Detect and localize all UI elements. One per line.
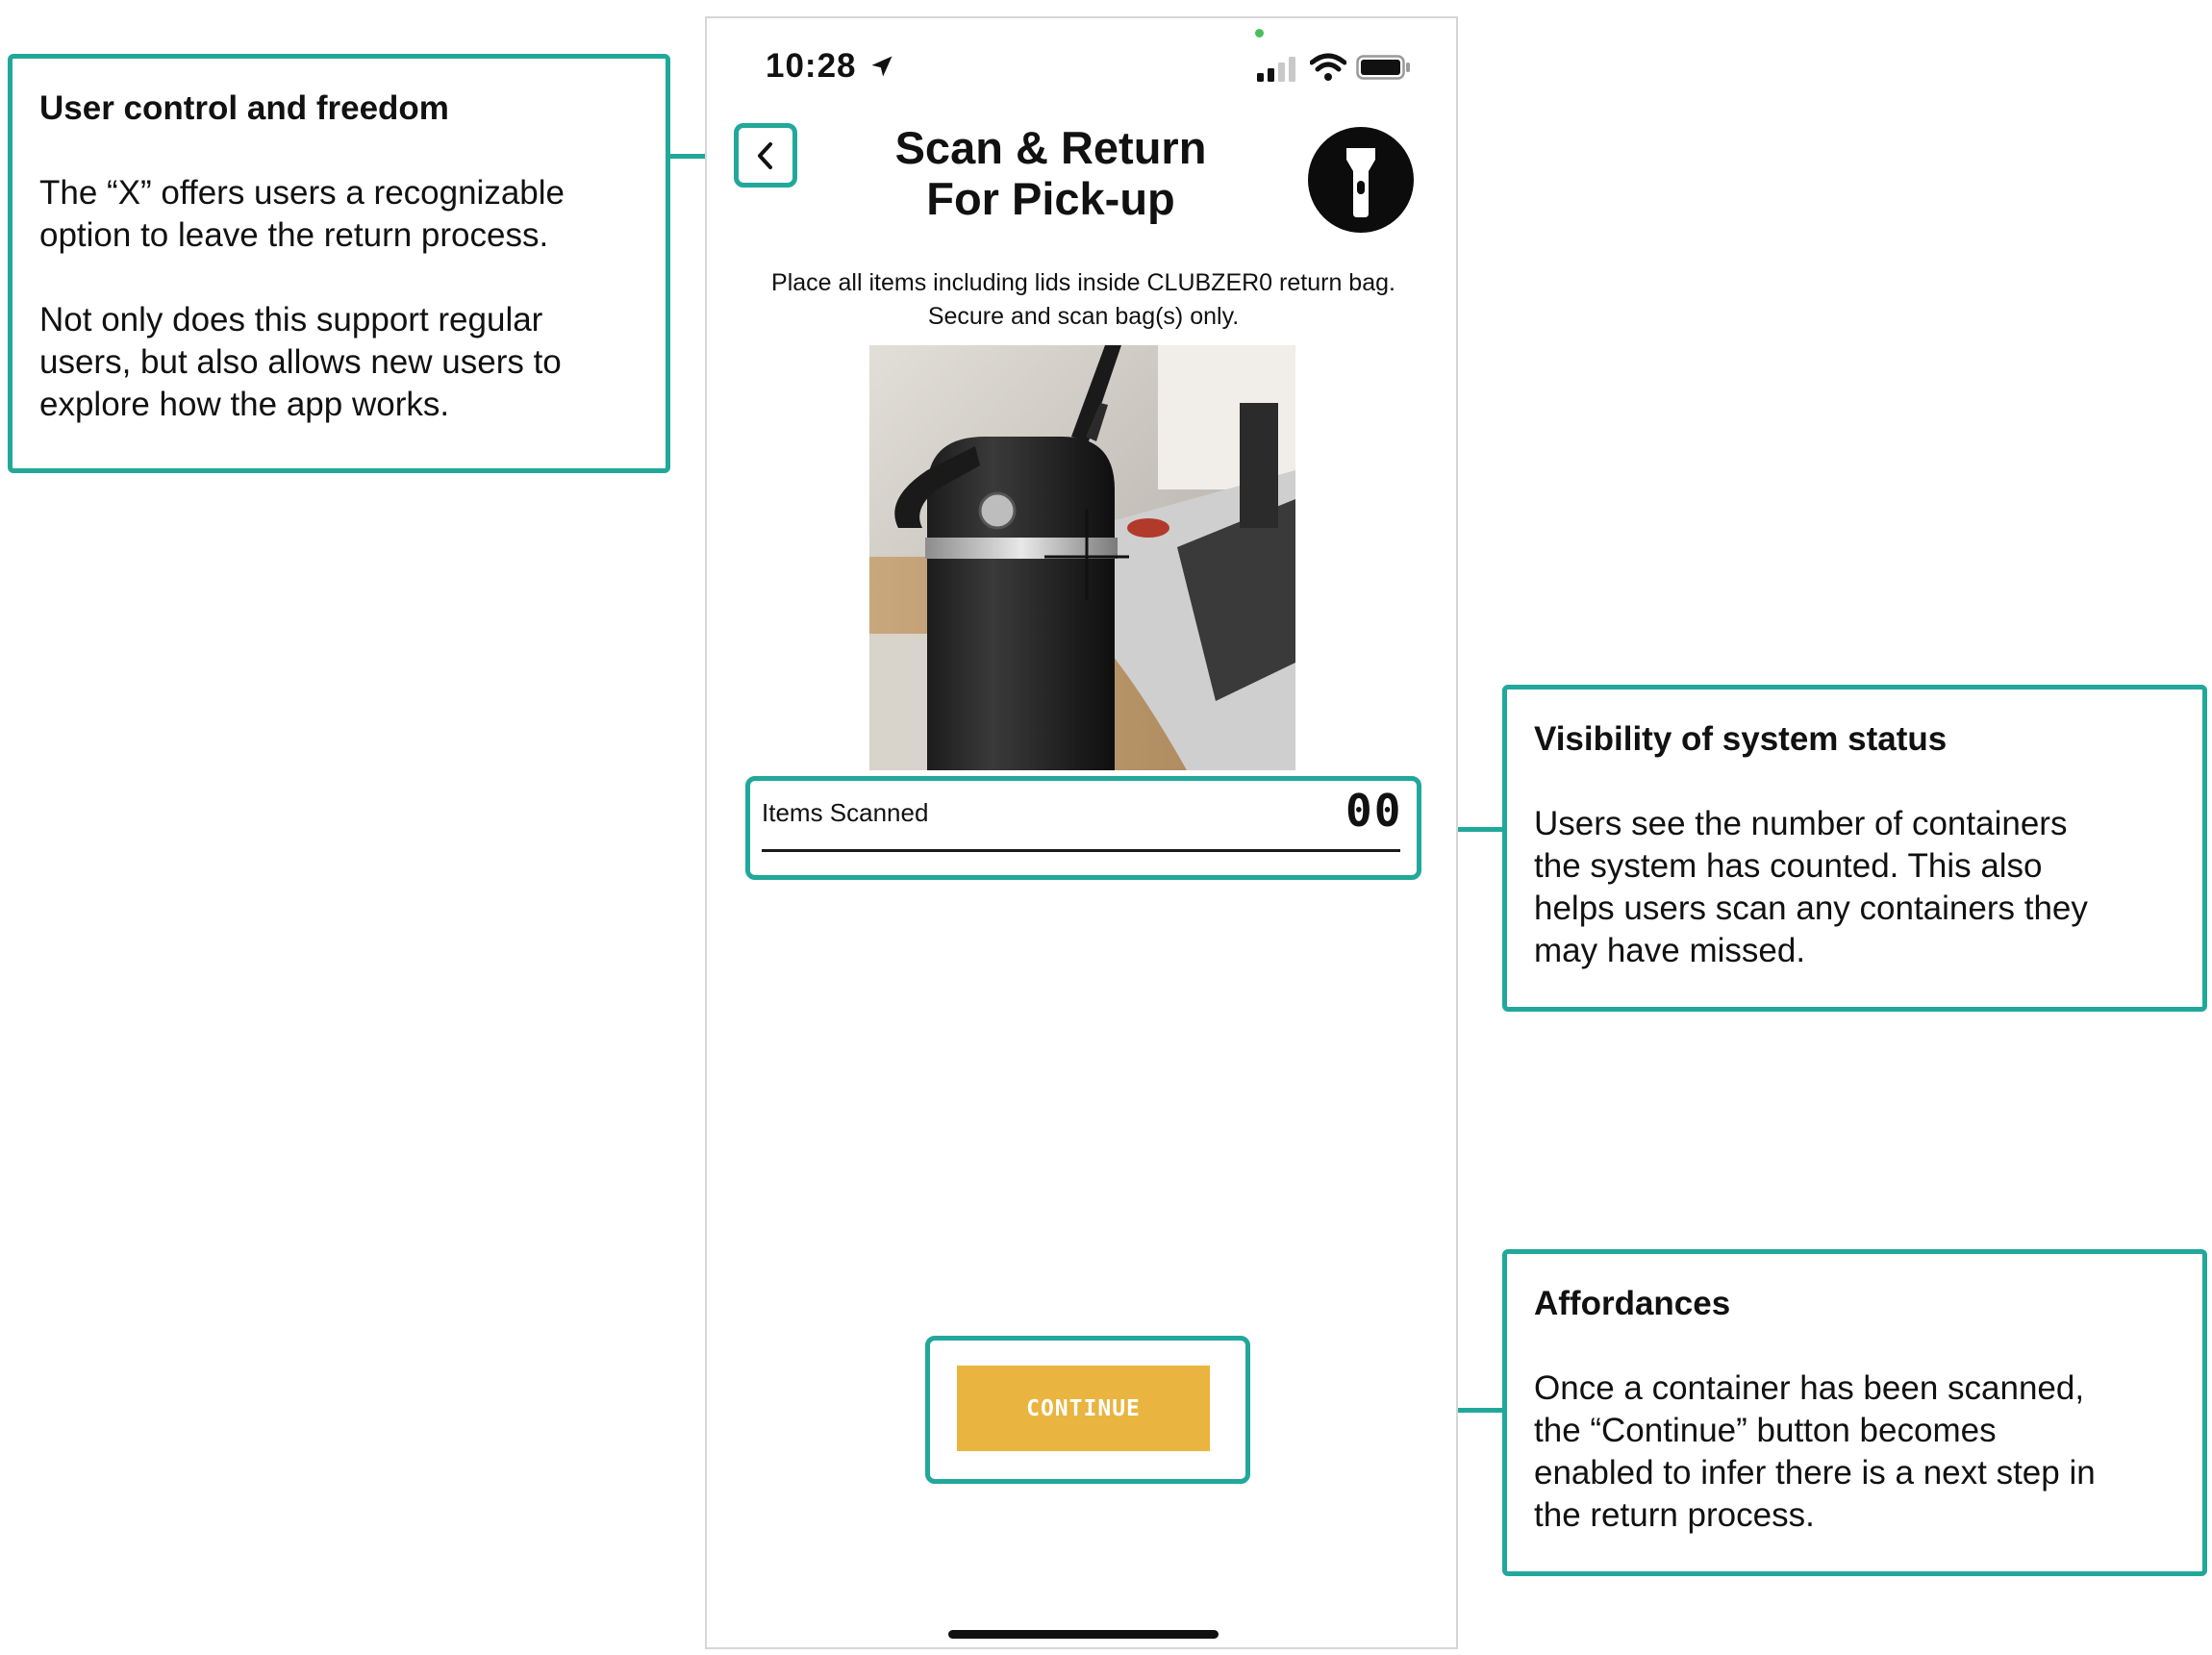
annotation-text: Users see the number of containers the system has counted. This also helps users scan any containers they may have missed.	[1534, 805, 2088, 969]
items-scanned-count: 00	[1345, 785, 1403, 837]
status-time-text: 10:28	[766, 47, 857, 85]
battery-icon	[1356, 55, 1412, 80]
annotation-affordances	[1502, 1249, 2207, 1576]
flashlight-icon	[1308, 127, 1414, 233]
annotation-visibility	[1502, 685, 2207, 1012]
annotation-title: Affordances	[1534, 1285, 1731, 1322]
page-title: Scan & Return For Pick-up	[894, 122, 1207, 224]
flashlight-button[interactable]	[1308, 127, 1414, 233]
highlight-back-button	[734, 123, 797, 188]
continue-button[interactable]: CONTINUE	[957, 1366, 1210, 1451]
wifi-icon	[1310, 53, 1346, 82]
annotation-user-control	[8, 54, 670, 473]
location-arrow-icon	[868, 53, 895, 80]
camera-preview[interactable]	[869, 345, 1295, 770]
highlight-continue	[925, 1336, 1250, 1484]
cellular-signal-icon	[1257, 57, 1299, 82]
instructions-line-2: Secure and scan bag(s) only.	[927, 303, 1240, 330]
scan-instructions	[726, 266, 1441, 334]
annotation-text: Not only does this support regular users, but also allows new users to explore how the app works.	[39, 301, 562, 423]
status-time	[766, 47, 895, 86]
annotation-text: Once a container has been scanned, the “Continue” button becomes enabled to infer there is a next step in the return process.	[1534, 1369, 2096, 1534]
items-scanned-label: Items Scanned	[762, 798, 929, 827]
camera-feed-image	[869, 345, 1295, 770]
annotation-title: Visibility of system status	[1534, 720, 1948, 758]
annotation-title: User control and freedom	[39, 89, 449, 127]
instructions-line-1: Place all items including lids inside CLUBZER0 return bag.	[771, 269, 1395, 296]
highlight-items-scanned	[745, 776, 1421, 880]
privacy-indicator	[1255, 29, 1264, 38]
home-indicator[interactable]	[948, 1630, 1219, 1639]
annotation-text: The “X” offers users a recognizable option to leave the return process.	[39, 174, 566, 254]
